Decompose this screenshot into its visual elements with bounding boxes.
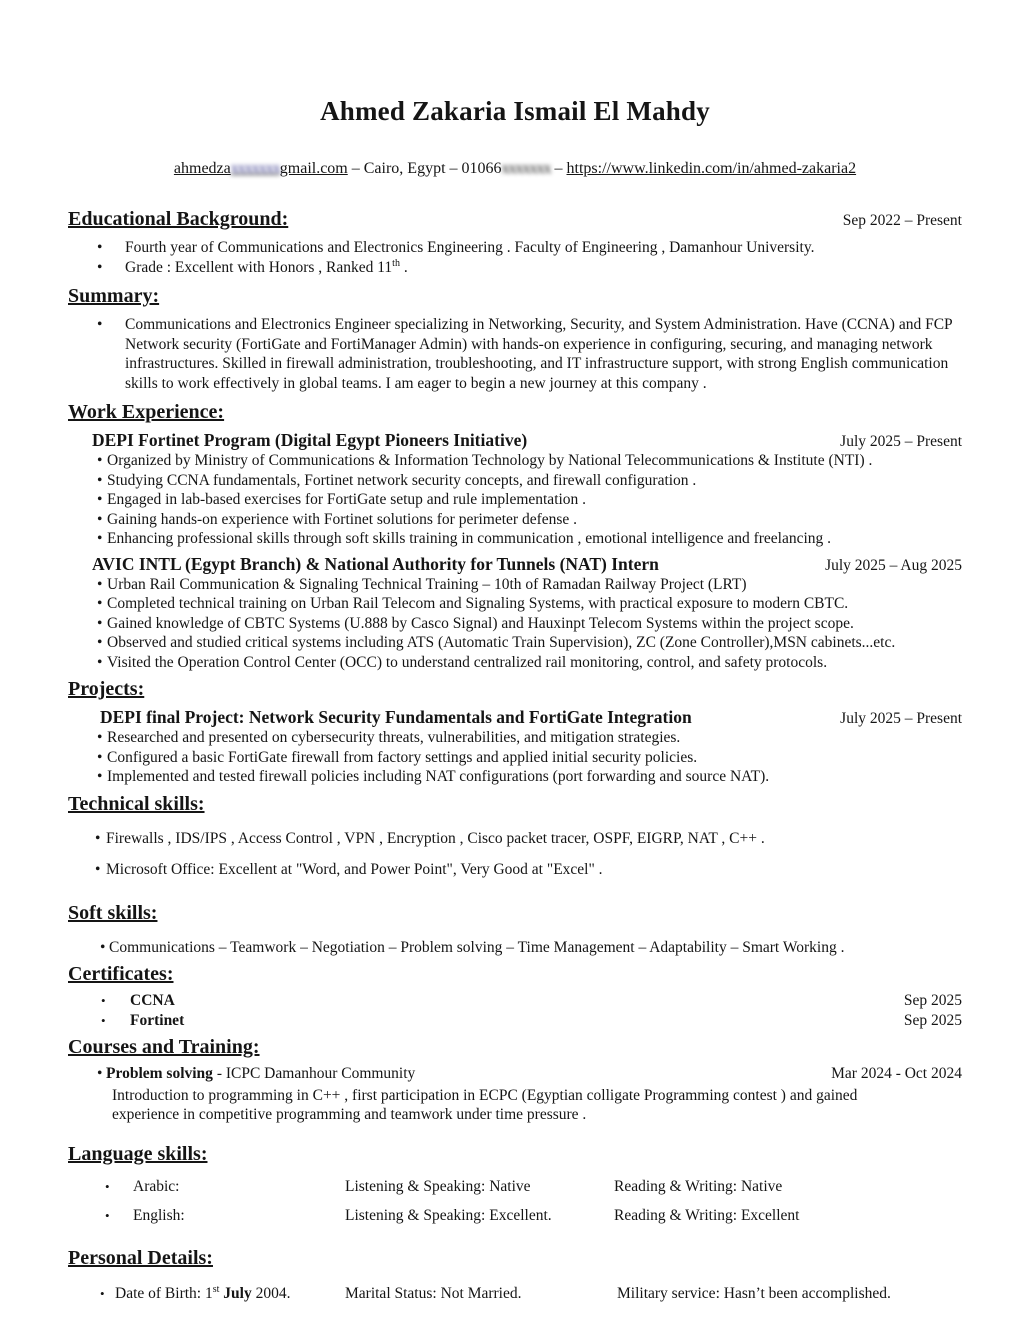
project-date: July 2025 – Present [840, 710, 962, 727]
phone-redacted: xxxxxxx [501, 160, 551, 177]
section-education [68, 206, 962, 232]
job-bullet: • Completed technical training on Urban Rail Telecom and Signaling Systems, with practical exposure to modern CBTC. [68, 594, 962, 614]
certificate-label: • CCNA [130, 992, 175, 1009]
course-org: - ICPC Damanhour Community [212, 1065, 416, 1082]
personal-details-heading: Personal Details: [68, 1246, 213, 1269]
certificate-row [68, 1011, 962, 1031]
language-reading-writing: Reading & Writing: Native [614, 1177, 783, 1195]
military-service: Military service: Hasn’t been accomplished. [617, 1284, 891, 1302]
technical-skills-bullet: • Firewalls , IDS/IPS , Access Control , VPN , Encryption , Cisco packet tracer, OSPF, EIGRP, NAT , C++ . [68, 829, 962, 849]
language-skills-heading: Language skills: [68, 1142, 208, 1165]
date-of-birth [68, 1284, 345, 1303]
email-link[interactable] [174, 160, 348, 177]
project-title: DEPI final Project: Network Security Fundamentals and FortiGate Integration [100, 707, 692, 727]
phone-prefix: 01066 [461, 160, 502, 177]
language-listening-speaking: Listening & Speaking: Native [345, 1177, 531, 1195]
job-bullet: • Enhancing professional skills through soft skills training in communication , emotional intelligence and freelancing . [68, 529, 962, 549]
technical-skills-bullet: • Microsoft Office: Excellent at "Word, and Power Point", Very Good at "Excel" . [68, 860, 962, 880]
project-bullet: • Configured a basic FortiGate firewall from factory settings and applied initial security policies. [68, 748, 962, 768]
course-row [68, 1064, 962, 1084]
education-bullet [68, 258, 962, 278]
soft-skills-bullet: • Communications – Teamwork – Negotiation – Problem solving – Time Management – Adaptability – Smart Working . [68, 938, 962, 958]
certificate-date: Sep 2025 [903, 1011, 962, 1029]
email-redacted: xxxxxxx [230, 160, 280, 177]
course-date: Mar 2024 - Oct 2024 [831, 1065, 962, 1082]
job-depi [68, 429, 962, 451]
education-bullet: • Fourth year of Communications and Electronics Engineering . Faculty of Engineering , Damanhour University. [68, 238, 962, 258]
email-prefix: ahmedza [173, 160, 231, 177]
job-date: July 2025 – Aug 2025 [825, 556, 962, 574]
job-title: AVIC INTL (Egypt Branch) & National Authority for Tunnels (NAT) Intern [92, 553, 659, 574]
grade-superscript: th [392, 257, 400, 269]
candidate-name: Ahmed Zakaria Ismail El Mahdy [320, 96, 710, 126]
language-listening-speaking: Listening & Speaking: Excellent. [345, 1206, 552, 1224]
projects-heading: Projects: [68, 678, 145, 700]
language-name: • Arabic: [68, 1177, 345, 1196]
contact-location: – Cairo, Egypt – [347, 160, 462, 177]
job-bullet: • Urban Rail Communication & Signaling Technical Training – 10th of Ramadan Railway Project (LRT) [68, 575, 962, 595]
job-avic [68, 553, 962, 575]
language-row [68, 1177, 962, 1196]
job-date: July 2025 – Present [840, 433, 962, 450]
certificate-row [68, 991, 962, 1011]
job-bullet: • Visited the Operation Control Center (OCC) to understand centralized rail monitoring, control, and safety protocols. [68, 653, 962, 673]
marital-status: Marital Status: Not Married. [345, 1284, 522, 1302]
job-title: DEPI Fortinet Program (Digital Egypt Pioneers Initiative) [92, 430, 528, 450]
job-bullet: • Observed and studied critical systems including ATS (Automatic Train Supervision), ZC (Zone Controller),MSN cabinets...etc. [68, 633, 962, 653]
soft-skills-heading: Soft skills: [68, 901, 158, 924]
job-bullet: • Organized by Ministry of Communications & Information Technology by National Telecommunications & Institute (NTI) . [68, 451, 962, 471]
project-bullet: • Researched and presented on cybersecurity threats, vulnerabilities, and mitigation strategies. [68, 728, 962, 748]
job-bullet: • Gaining hands-on experience with Fortinet solutions for perimeter defense . [68, 510, 962, 530]
summary-paragraph: • Communications and Electronics Engineer specializing in Networking, Security, and System Administration. Have (CCNA) and FCP Network security (FortiGate and FortiManager Admin) with hands-on experience in configuring, securing, and managing network infrastructures. Skilled in firewall administration, troubleshooting, and IT infrastructure support, with strong English communication skills to work effectively in global teams. I am eager to begin a new journey at this company . [68, 315, 962, 393]
education-heading: Educational Background: [68, 208, 289, 230]
course-title [106, 1064, 415, 1084]
personal-details-row [68, 1284, 962, 1303]
project-depi-final [68, 706, 962, 728]
course-name: Problem solving [106, 1065, 213, 1082]
job-bullet: • Studying CCNA fundamentals, Fortinet network security concepts, and firewall configuration . [68, 471, 962, 491]
dob-month: July [219, 1284, 252, 1302]
job-bullet: • Gained knowledge of CBTC Systems (U.888 by Casco Signal) and Hauxinpt Telecom Systems within the project scope. [68, 614, 962, 634]
language-row [68, 1206, 962, 1225]
certificates-heading: Certificates: [68, 963, 174, 985]
dob-year: 2004. [251, 1284, 291, 1302]
project-bullet: • Implemented and tested firewall policies including NAT configurations (port forwarding and source NAT). [68, 767, 962, 787]
language-reading-writing: Reading & Writing: Excellent [614, 1206, 800, 1224]
grade-text-tail: . [399, 258, 408, 276]
contact-separator: – [550, 160, 567, 177]
course-description: Introduction to programming in C++ , first participation in ECPC (Egyptian colligate Programming contest ) and gained experience in competitive programming and teamwork under time pressure . [112, 1086, 858, 1123]
certificate-date: Sep 2025 [903, 992, 962, 1009]
dob-superscript: st [212, 1283, 220, 1295]
summary-heading: Summary: [68, 285, 160, 307]
job-bullet: • Engaged in lab-based exercises for FortiGate setup and rule implementation . [68, 490, 962, 510]
language-name: • English: [68, 1206, 345, 1225]
certificate-label: • Fortinet [130, 1011, 185, 1029]
email-suffix: gmail.com [279, 160, 348, 177]
dob-text: Date of Birth: 1 [115, 1284, 213, 1302]
courses-heading: Courses and Training: [68, 1036, 260, 1058]
technical-skills-heading: Technical skills: [68, 792, 205, 815]
linkedin-link[interactable]: https://www.linkedin.com/in/ahmed-zakaria2 [566, 160, 857, 177]
contact-line [68, 158, 962, 180]
education-date: Sep 2022 – Present [842, 212, 962, 229]
work-heading: Work Experience: [68, 401, 225, 423]
grade-text: Grade : Excellent with Honors , Ranked 11 [125, 258, 393, 276]
